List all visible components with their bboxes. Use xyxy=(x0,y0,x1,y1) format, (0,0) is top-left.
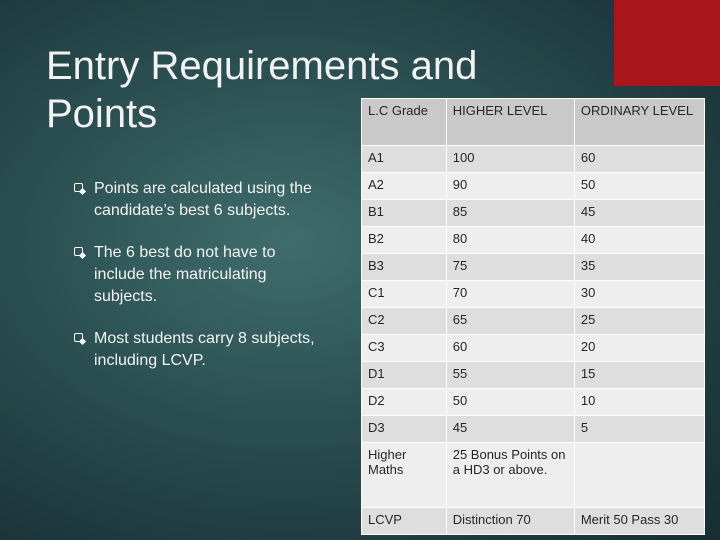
grade-cell: C2 xyxy=(362,308,447,335)
grade-cell: LCVP xyxy=(362,508,447,535)
accent-bar xyxy=(614,0,720,86)
grade-points-table xyxy=(361,98,705,535)
checkbox-bullet-icon xyxy=(74,247,83,256)
grade-cell: D1 xyxy=(362,362,447,389)
table-row xyxy=(362,389,705,416)
grade-cell: B2 xyxy=(362,227,447,254)
header-grade: L.C Grade xyxy=(362,99,447,146)
higher-cell: 25 Bonus Points on a HD3 or above. xyxy=(446,443,574,508)
ordinary-cell: Merit 50 Pass 30 xyxy=(574,508,704,535)
ordinary-cell: 40 xyxy=(574,227,704,254)
table-row xyxy=(362,335,705,362)
bullet-item xyxy=(74,178,324,222)
ordinary-cell: 45 xyxy=(574,200,704,227)
bullet-item xyxy=(74,328,324,372)
table-row xyxy=(362,146,705,173)
table-header-row xyxy=(362,99,705,146)
higher-cell: 65 xyxy=(446,308,574,335)
ordinary-cell xyxy=(574,443,704,508)
grade-cell: Higher Maths xyxy=(362,443,447,508)
ordinary-cell: 20 xyxy=(574,335,704,362)
higher-cell: 60 xyxy=(446,335,574,362)
higher-cell: 70 xyxy=(446,281,574,308)
higher-cell: 90 xyxy=(446,173,574,200)
higher-cell: 50 xyxy=(446,389,574,416)
table-row xyxy=(362,254,705,281)
bullet-text: The 6 best do not have to include the matriculating subjects. xyxy=(94,244,276,305)
grade-cell: A1 xyxy=(362,146,447,173)
ordinary-cell: 10 xyxy=(574,389,704,416)
grade-cell: D3 xyxy=(362,416,447,443)
title-line-2: Points xyxy=(46,92,158,136)
ordinary-cell: 50 xyxy=(574,173,704,200)
header-higher-level: HIGHER LEVEL xyxy=(446,99,574,146)
higher-cell: 55 xyxy=(446,362,574,389)
table-row xyxy=(362,227,705,254)
table-row xyxy=(362,508,705,535)
table-row xyxy=(362,443,705,508)
table-row xyxy=(362,200,705,227)
higher-cell: 100 xyxy=(446,146,574,173)
bullet-list xyxy=(74,178,324,392)
ordinary-cell: 30 xyxy=(574,281,704,308)
header-ordinary-level: ORDINARY LEVEL xyxy=(574,99,704,146)
title-line-1: Entry Requirements and xyxy=(46,44,478,88)
grade-cell: B1 xyxy=(362,200,447,227)
ordinary-cell: 25 xyxy=(574,308,704,335)
higher-cell: 45 xyxy=(446,416,574,443)
higher-cell: 75 xyxy=(446,254,574,281)
table-row xyxy=(362,362,705,389)
bullet-text: Points are calculated using the candidate’s best 6 subjects. xyxy=(94,180,312,219)
ordinary-cell: 5 xyxy=(574,416,704,443)
bullet-text: Most students carry 8 subjects, including LCVP. xyxy=(94,330,315,369)
ordinary-cell: 15 xyxy=(574,362,704,389)
bullet-item xyxy=(74,242,324,308)
higher-cell: 80 xyxy=(446,227,574,254)
grade-cell: C3 xyxy=(362,335,447,362)
table-row xyxy=(362,416,705,443)
ordinary-cell: 60 xyxy=(574,146,704,173)
grade-cell: B3 xyxy=(362,254,447,281)
checkbox-bullet-icon xyxy=(74,333,83,342)
checkbox-bullet-icon xyxy=(74,183,83,192)
grade-cell: C1 xyxy=(362,281,447,308)
ordinary-cell: 35 xyxy=(574,254,704,281)
table-row xyxy=(362,281,705,308)
table-row xyxy=(362,173,705,200)
grade-cell: D2 xyxy=(362,389,447,416)
grade-cell: A2 xyxy=(362,173,447,200)
higher-cell: 85 xyxy=(446,200,574,227)
table-row xyxy=(362,308,705,335)
higher-cell: Distinction 70 xyxy=(446,508,574,535)
